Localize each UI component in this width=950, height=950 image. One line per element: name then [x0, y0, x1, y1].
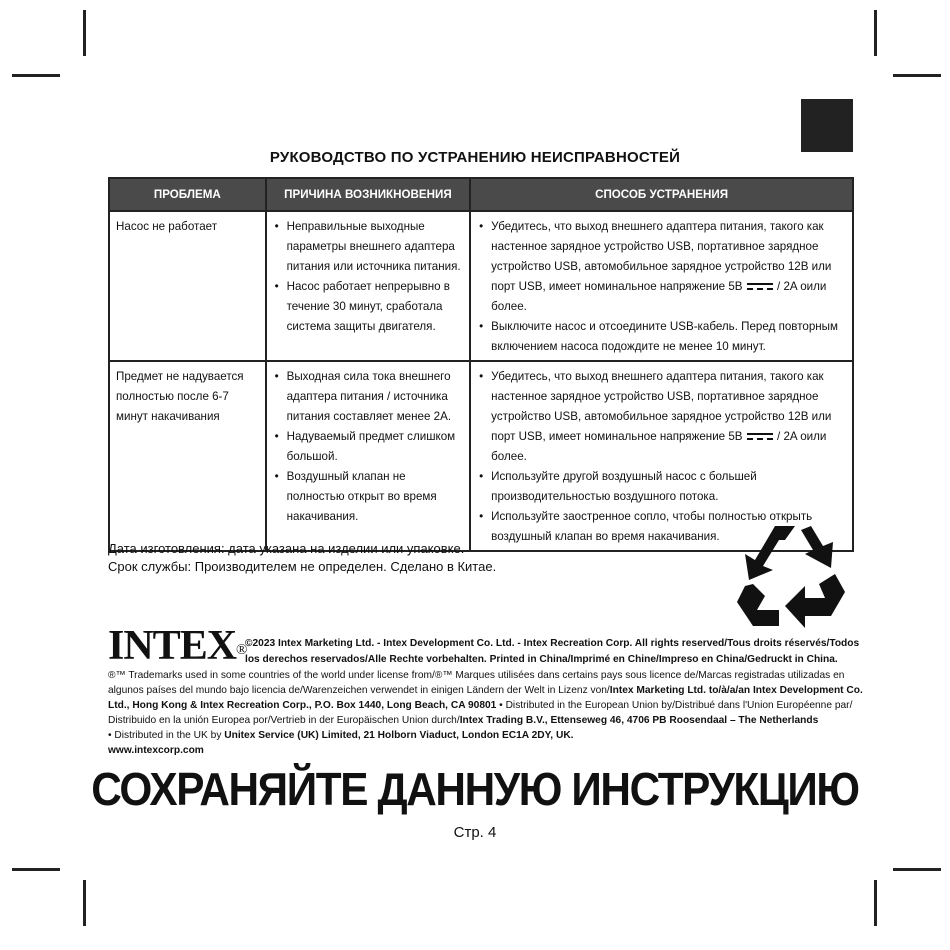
solution-item: • Используйте заостренное сопло, чтобы полностью открыть воздушный клапан во время накачивания. — [477, 507, 846, 547]
distributor-line: Distribuido en la unión Europea por/Vertrieb in der Europäischen Union durch/Intex Trading B.V., Ettenseweg 46, 4706 PB Roosendaal – The Netherlands — [108, 715, 819, 726]
cause-item: • Выходная сила тока внешнего адаптера питания / источника питания составляет менее 2A. — [273, 367, 464, 427]
trademark-line: algunos países del mundo bajo licencia de/Warenzeichen verwendet in einigen Ländern der Welt in Lizenz von/Intex Marketing Ltd. to/à/a/an Intex Development Co. — [108, 685, 863, 696]
save-instruction-heading: СОХРАНЯЙТЕ ДАННУЮ ИНСТРУКЦИЮ — [91, 763, 859, 815]
language-tab-marker — [801, 99, 853, 152]
page-title: РУКОВОДСТВО ПО УСТРАНЕНИЮ НЕИСПРАВНОСТЕЙ — [269, 149, 681, 166]
solution-item: • Убедитесь, что выход внешнего адаптера питания, такого как настенное зарядное устройство USB, портативное зарядное устройство USB, автомобильное зарядное устройство 12В или порт USB, имеет номинальное напряжение 5В / 2A оили более. — [477, 217, 846, 317]
crop-mark — [874, 10, 877, 56]
table-row — [109, 361, 853, 551]
crop-mark — [83, 880, 86, 926]
address-line: Ltd., Hong Kong & Intex Recreation Corp., P.O. Box 1440, Long Beach, CA 90801 • Distributed in the European Union by/Distribué dans l'Union Européenne par/ — [108, 700, 853, 711]
cause-item: • Воздушный клапан не полностью открыт во время накачивания. — [273, 467, 464, 527]
website-link[interactable]: www.intexcorp.com — [108, 745, 204, 756]
troubleshooting-table — [108, 177, 854, 552]
cause-cell — [266, 361, 471, 551]
service-life: Срок службы: Производителем не определен. Сделано в Китае. — [108, 559, 497, 574]
problem-cell: Насос не работает — [109, 211, 266, 361]
page-number: Стр. 4 — [453, 824, 497, 841]
header-problem: ПРОБЛЕМА — [109, 178, 266, 211]
crop-mark — [12, 74, 60, 77]
dc-voltage-icon — [747, 282, 773, 291]
crop-mark — [83, 10, 86, 56]
crop-mark — [874, 880, 877, 926]
intex-logo: INTEX® — [108, 623, 247, 669]
crop-mark — [893, 74, 941, 77]
copyright-line: ©2023 Intex Marketing Ltd. - Intex Development Co. Ltd. - Intex Recreation Corp. All rights reserved/Tous droits réservés/Todos — [245, 638, 860, 649]
solution-item: • Убедитесь, что выход внешнего адаптера питания, такого как настенное зарядное устройство USB, портативное зарядное устройство USB, автомобильное зарядное устройство 12В или порт USB, имеет номинальное напряжение 5В / 2A оили более. — [477, 367, 846, 467]
crop-mark — [893, 868, 941, 871]
uk-distributor-line: • Distributed in the UK by Unitex Service (UK) Limited, 21 Holborn Viaduct, London EC1A 2DY, UK. — [108, 730, 574, 741]
recycle-icon — [735, 524, 847, 630]
header-cause: ПРИЧИНА ВОЗНИКНОВЕНИЯ — [266, 178, 471, 211]
cause-item: • Надуваемый предмет слишком большой. — [273, 427, 464, 467]
manufacture-date: Дата изготовления: дата указана на изделии или упаковке. — [108, 541, 465, 556]
cause-item: • Насос работает непрерывно в течение 30 минут, сработала система защиты двигателя. — [273, 277, 464, 337]
cause-cell — [266, 211, 471, 361]
table-row — [109, 211, 853, 361]
crop-mark — [12, 868, 60, 871]
dc-voltage-icon — [747, 432, 773, 441]
copyright-line: los derechos reservados/Alle Rechte vorbehalten. Printed in China/Imprimé en Chine/Impreso en China/Gedruckt in China. — [245, 654, 838, 665]
header-solution: СПОСОБ УСТРАНЕНИЯ — [470, 178, 853, 211]
cause-item: • Неправильные выходные параметры внешнего адаптера питания или источника питания. — [273, 217, 464, 277]
solution-cell — [470, 361, 853, 551]
solution-cell — [470, 211, 853, 361]
table-header-row — [109, 178, 853, 211]
solution-item: • Выключите насос и отсоедините USB-кабель. Перед повторным включением насоса подождите не менее 10 минут. — [477, 317, 846, 357]
problem-cell: Предмет не надувается полностью после 6-7 минут накачивания — [109, 361, 266, 551]
solution-item: • Используйте другой воздушный насос с большей производительностью воздушного потока. — [477, 467, 846, 507]
trademark-line: ®™ Trademarks used in some countries of the world under license from/®™ Marques utilisées dans certains pays sous licence de/Marcas registradas utilizadas en — [108, 670, 845, 681]
